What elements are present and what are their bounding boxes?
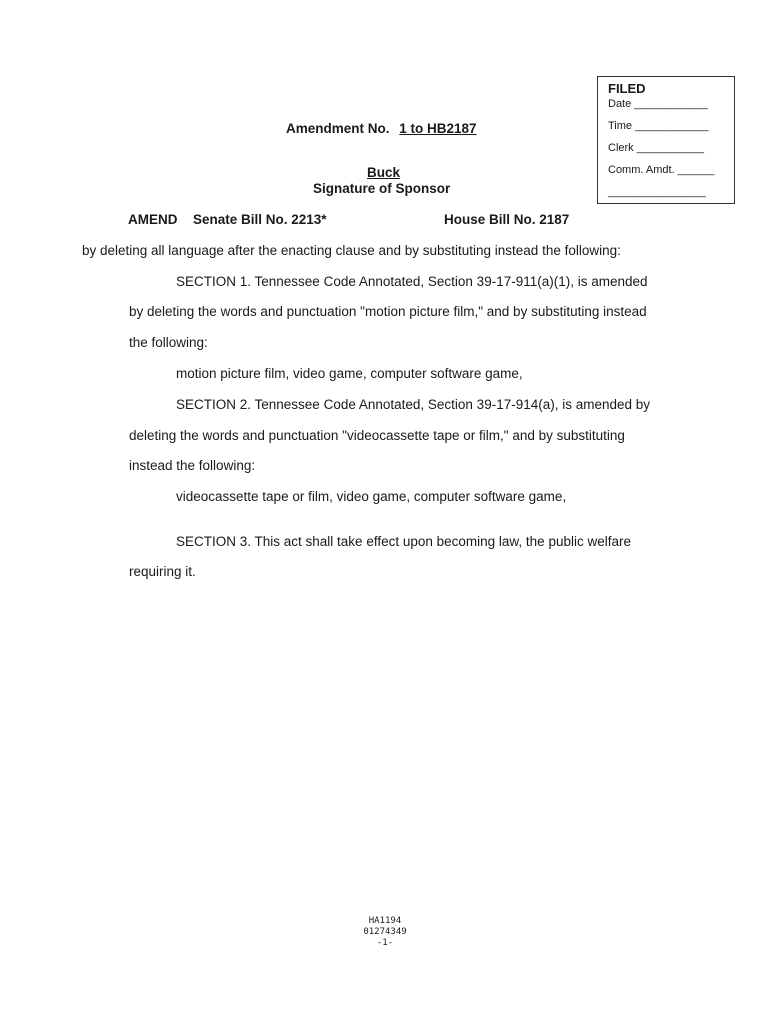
amendment-heading	[286, 121, 477, 136]
filed-stamp-box	[597, 76, 735, 204]
filed-clerk-field: Clerk ___________	[608, 142, 705, 154]
amend-keyword: AMEND	[128, 212, 178, 227]
amendment-label: Amendment No.	[286, 121, 390, 136]
filed-date-field: Date ____________	[608, 98, 708, 110]
sponsor-name: Buck	[367, 165, 401, 180]
intro-paragraph: by deleting all language after the enacting clause and by substituting instead the following:	[82, 243, 621, 258]
section-1-replacement-text: motion picture film, video game, computer software game,	[176, 366, 523, 381]
filed-blank-line: ________________	[608, 186, 706, 198]
section-3-line-1: SECTION 3. This act shall take effect upon becoming law, the public welfare	[176, 534, 631, 549]
section-2-line-3: instead the following:	[129, 458, 256, 473]
section-2-line-2: deleting the words and punctuation "videocassette tape or film," and by substituting	[129, 428, 625, 443]
filed-title: FILED	[608, 81, 646, 96]
footer-code-2: 01274349	[363, 927, 407, 937]
filed-comm-amdt-field: Comm. Amdt. ______	[608, 164, 715, 176]
filed-time-field: Time ____________	[608, 120, 709, 132]
sponsor-signature-label: Signature of Sponsor	[313, 181, 451, 196]
page-number: -1-	[376, 938, 394, 948]
section-1-line-3: the following:	[129, 335, 208, 350]
footer-code-1: HA1194	[368, 916, 402, 926]
section-1-line-2: by deleting the words and punctuation "motion picture film," and by substituting instead	[129, 304, 647, 319]
section-2-replacement-text: videocassette tape or film, video game, computer software game,	[176, 489, 567, 504]
house-bill-number: House Bill No. 2187	[444, 212, 570, 227]
senate-bill-number: Senate Bill No. 2213*	[193, 212, 327, 227]
section-1-line-1: SECTION 1. Tennessee Code Annotated, Section 39-17-911(a)(1), is amended	[176, 274, 648, 289]
section-3-line-2: requiring it.	[129, 564, 196, 579]
amendment-number: 1 to HB2187	[399, 121, 477, 136]
section-2-line-1: SECTION 2. Tennessee Code Annotated, Section 39-17-914(a), is amended by	[176, 397, 651, 412]
